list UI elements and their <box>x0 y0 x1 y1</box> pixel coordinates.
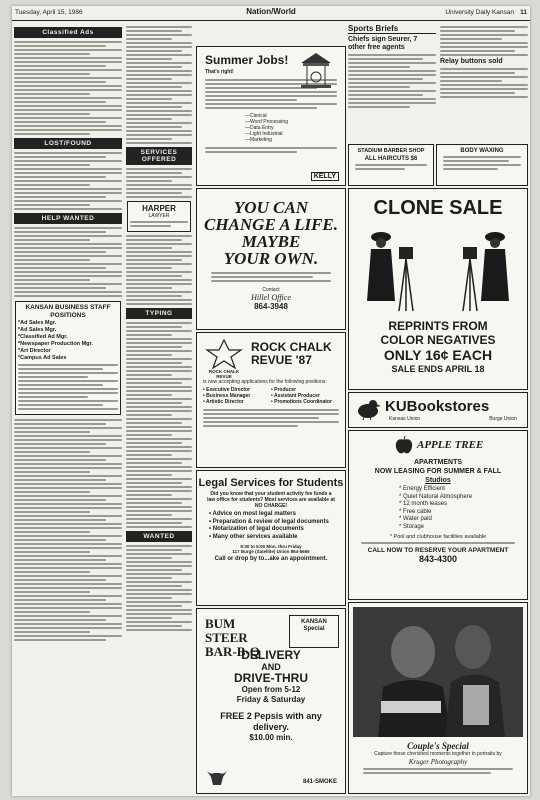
hillel-office: Hillel Office <box>251 293 291 302</box>
carousel-illustration-icon <box>297 51 335 91</box>
summer-jobs-title: Summer Jobs! <box>205 53 289 67</box>
classified-column-left <box>14 24 122 794</box>
position-item: • Artistic Director <box>203 399 244 405</box>
harper-lawyer-ad <box>127 201 191 232</box>
sports-headline-2: Relay buttons sold <box>440 58 503 65</box>
ku-bookstores-ad <box>348 392 528 428</box>
hillel-contact-label: Contact <box>262 287 280 293</box>
hillel-headline-4: YOUR OWN. <box>223 249 319 268</box>
bum-steer-hours: Open from 5-12 <box>241 685 301 694</box>
section-lost-found: LOST/FOUND <box>14 138 122 149</box>
classified-column-right <box>126 24 192 794</box>
couples-special-ad <box>348 602 528 794</box>
apple-tree-studios: Studios <box>425 477 451 484</box>
apple-tree-apartments-ad <box>348 430 528 600</box>
sports-headline-1: Chiefs sign Seurer, 7 other free agents <box>348 36 418 51</box>
staff-item: *Newspaper Production Mgr. <box>18 341 93 347</box>
legal-title: Legal Services for Students <box>198 477 344 489</box>
rock-chalk-intro: is now accepting applications for the following positions: <box>203 379 327 385</box>
legal-cta: Call or drop by to...ake an appointment. <box>214 556 328 562</box>
apartment-feature: * Quiet Natural Atmosphere <box>399 493 473 500</box>
bum-steer-offer: FREE 2 Pepsis with any delivery. <box>220 711 322 732</box>
bum-steer-ad <box>196 608 346 794</box>
section-services-offered: SERVICES OFFERED <box>126 147 192 165</box>
apartment-feature: * 12 month leases <box>399 501 448 507</box>
rock-chalk-revue-ad <box>196 332 346 468</box>
stadium-barber-ad <box>348 144 434 186</box>
bum-steer-name: BUM STEER BAR-B-Q <box>205 616 260 659</box>
staff-item: *Campus Ad Sales <box>18 355 67 361</box>
apartment-extras: * Pool and clubhouse facilities available <box>389 534 487 540</box>
ku-burge-union: Burge Union <box>489 416 517 422</box>
rock-chalk-star-logo-icon <box>203 339 245 369</box>
delivery-line-3: DRIVE-THRU <box>234 671 308 685</box>
classified-title: Classified Ads <box>14 27 122 38</box>
clone-line-4: SALE ENDS APRIL 18 <box>391 364 485 374</box>
apple-tree-phone: 843-4300 <box>418 554 458 564</box>
page-header <box>12 6 530 21</box>
couple-photo <box>353 607 523 737</box>
jayhawk-logo-icon <box>355 398 381 420</box>
barber-title: STADIUM BARBER SHOP <box>357 148 425 154</box>
apple-tree-name: APPLE TREE <box>417 439 484 451</box>
delivery-line-1: DELIVERY <box>241 648 301 662</box>
clone-line-2: COLOR NEGATIVES <box>380 333 496 347</box>
bum-steer-phone: 841-SMOKE <box>302 779 337 785</box>
legal-service-item: • Notarization of legal documents <box>209 526 304 532</box>
apple-icon <box>393 435 415 455</box>
hillel-ad <box>196 188 346 330</box>
hillel-headline-2: CHANGE A LIFE. <box>204 215 338 234</box>
job-type: —Light Industrial <box>245 131 283 137</box>
staff-item: *Ad Sales Mgr. <box>18 320 57 326</box>
legal-question: Did you know that your student activity fee funds a law office for students? Most services are available at NO CHARGE! <box>207 491 335 509</box>
legal-location: 117 Burge (Satellite) Union 864-5665 <box>232 549 310 554</box>
apple-tree-leasing: NOW LEASING FOR SUMMER & FALL <box>374 468 502 475</box>
position-item: • Business Manager <box>203 393 251 399</box>
clone-sale-title: CLONE SALE <box>373 197 503 219</box>
kelly-logo: KELLY <box>311 172 339 181</box>
sports-briefs-title: Sports Briefs <box>348 24 436 34</box>
hillel-headline-1: YOU CAN <box>233 198 309 217</box>
ku-kansas-union: Kansas Union <box>389 416 421 422</box>
ku-bookstores-name: KUBookstores <box>385 398 490 415</box>
paper-name: University Daily Kansan <box>445 9 514 16</box>
harper-title: LAWYER <box>148 213 170 219</box>
job-type: —Word Processing <box>245 119 288 125</box>
body-waxing-ad <box>436 144 528 186</box>
harper-name: HARPER <box>142 204 176 213</box>
steer-logo-icon <box>205 767 229 787</box>
delivery-line-2: AND <box>261 662 281 672</box>
kruger-photography: Kruger Photography <box>408 758 468 766</box>
staff-item: *Art Director <box>18 348 51 354</box>
position-item: • Promotions Coordinator <box>271 399 332 405</box>
apple-tree-call: CALL NOW TO RESERVE YOUR APARTMENT <box>367 547 509 554</box>
hillel-headline-3: MAYBE <box>241 232 301 251</box>
position-item: • Assistant Producer <box>271 393 320 399</box>
clone-line-3: ONLY 16¢ EACH <box>383 347 493 363</box>
apartment-feature: * Water paid <box>399 516 432 522</box>
job-type: —Clerical <box>245 113 267 119</box>
apartment-feature: * Storage <box>399 523 425 530</box>
rock-chalk-logo-text: ROCK CHALK REVUE <box>208 369 240 379</box>
bum-steer-days: Friday & Saturday <box>236 695 306 704</box>
page-number: 11 <box>520 9 527 16</box>
legal-service-item: • Preparation & review of legal documents <box>209 518 329 525</box>
staff-item: *Classified Ad Mgr. <box>18 334 68 340</box>
position-item: • Executive Director <box>203 387 251 393</box>
hillel-phone: 864-3948 <box>254 302 288 311</box>
clone-sale-ad <box>348 188 528 390</box>
job-type: —Marketing <box>245 137 272 143</box>
job-type: —Data Entry <box>245 125 274 131</box>
newspaper-page <box>12 6 530 796</box>
apartment-feature: * Free cable <box>399 508 432 515</box>
position-item: • Producer <box>271 387 297 393</box>
issue-date: Tuesday, April 15, 1986 <box>15 9 83 16</box>
legal-services-ad <box>196 470 346 606</box>
rock-chalk-title: ROCK CHALK REVUE '87 <box>251 340 332 367</box>
legal-service-item: • Many other services available <box>209 533 298 540</box>
kansan-staff-box <box>15 301 121 415</box>
apartment-feature: * Energy Efficient <box>399 486 445 492</box>
couples-title: Couple's Special <box>407 741 469 751</box>
classified-listing-text <box>14 41 122 135</box>
summer-jobs-lead: That's right! <box>205 69 234 75</box>
section-wanted: WANTED <box>126 531 192 542</box>
section-help-wanted: HELP WANTED <box>14 213 122 224</box>
body-waxing-title: BODY WAXING <box>460 148 504 154</box>
barber-price: ALL HAIRCUTS $6 <box>364 156 418 162</box>
section-typing: TYPING <box>126 308 192 319</box>
kansan-special-badge: KANSAN Special <box>289 615 339 648</box>
staff-box-title: KANSAN BUSINESS STAFF POSITIONS <box>25 304 111 319</box>
legal-hours: 9:30 to 5:00 Mon. thru Friday <box>240 544 302 549</box>
apple-tree-apartments-label: APARTMENTS <box>413 459 463 466</box>
couples-subtitle: Capture those cherished moments together in portraits by <box>374 751 502 757</box>
photographers-illustration-icon <box>355 223 521 315</box>
summer-jobs-ad <box>196 46 346 186</box>
bum-steer-minimum: $10.00 min. <box>249 733 293 742</box>
staff-item: *Ad Sales Mgr. <box>18 327 57 333</box>
clone-line-1: REPRINTS FROM <box>388 319 488 333</box>
legal-service-item: • Advice on most legal matters <box>209 511 296 517</box>
section-title: Nation/World <box>246 7 296 16</box>
